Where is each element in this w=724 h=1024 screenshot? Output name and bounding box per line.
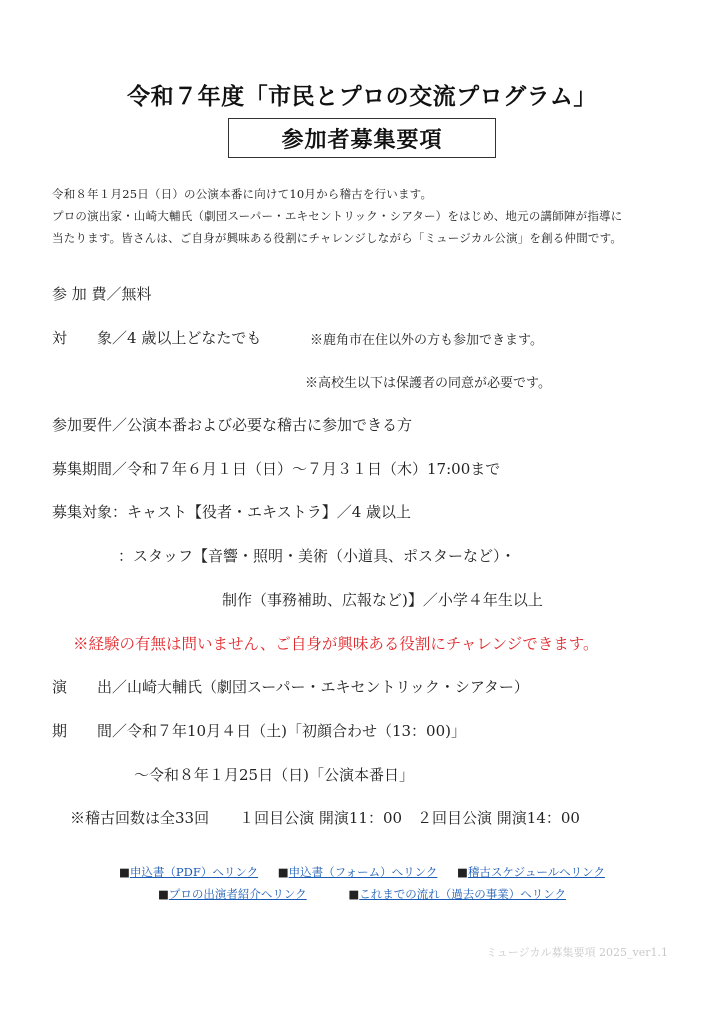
- recruit-staff: ：スタッフ【音響・照明・美術（小道具、ポスターなど）・: [118, 547, 516, 565]
- period-label: 募集期間／: [52, 460, 128, 478]
- target-row: [52, 327, 261, 348]
- link-item: [119, 865, 258, 879]
- recruit-staff-cont: 制作（事務補助、広報など)】／小学４年生以上: [222, 591, 543, 609]
- recruit-label: 募集対象：: [52, 503, 128, 521]
- square-bullet-icon: ■: [277, 865, 289, 879]
- intro-line: 当たります。皆さんは、ご自身が興味ある役割にチャレンジしながら「ミュージカル公演」を創る仲間です。: [52, 231, 623, 245]
- recruit-row: [52, 501, 411, 522]
- term-value: 令和７年10月４日（土)「初顔合わせ（13：00)」: [127, 722, 466, 740]
- rehearsal-info: ※稽古回数は全33回 １回目公演 開演11：00 ２回目公演 開演14：00: [70, 809, 580, 827]
- intro-line: 令和８年１月25日（日）の公演本番に向けて10月から稽古を行います。: [52, 187, 433, 201]
- application-pdf-link[interactable]: 申込書（PDF）へリンク: [129, 865, 259, 879]
- experience-notice: ※経験の有無は問いません、ご自身が興味ある役割にチャレンジできます。: [73, 635, 599, 653]
- document-subtitle: 参加者募集要項: [228, 118, 496, 158]
- fee-row: [52, 283, 152, 304]
- link-item: [278, 865, 438, 879]
- recruit-cast: キャスト【役者・エキストラ】／4 歳以上: [127, 503, 412, 521]
- term-row: [52, 720, 466, 741]
- link-item: [158, 887, 307, 901]
- application-form-link[interactable]: 申込書（フォーム）へリンク: [288, 865, 438, 879]
- link-item: [457, 865, 605, 879]
- document-title: 令和７年度「市民とプロの交流プログラム」: [127, 83, 597, 110]
- intro-paragraph: [52, 183, 622, 249]
- fee-value: 無料: [121, 285, 152, 303]
- requirement-row: [52, 414, 412, 435]
- target-note-residence: ※鹿角市在住以外の方も参加できます。: [310, 333, 543, 348]
- term-end: ～令和８年１月25日（日)「公演本番日」: [134, 766, 414, 784]
- period-row: [52, 458, 500, 479]
- period-value: 令和７年６月１日（日）～７月３１日（木）17:00まで: [127, 460, 501, 478]
- links-row-1: [0, 864, 724, 880]
- requirement-label: 参加要件／: [52, 416, 128, 434]
- target-value: 4 歳以上どなたでも: [127, 329, 262, 347]
- target-note-guardian: ※高校生以下は保護者の同意が必要です。: [305, 376, 551, 391]
- director-row: [52, 676, 529, 697]
- square-bullet-icon: ■: [457, 865, 468, 879]
- links-row-2: [0, 886, 724, 902]
- past-events-link[interactable]: これまでの流れ（過去の事業）へリンク: [359, 887, 566, 901]
- director-label: 演 出／: [52, 678, 128, 696]
- director-value: 山崎大輔氏（劇団スーパー・エキセントリック・シアター）: [127, 678, 529, 696]
- square-bullet-icon: ■: [158, 887, 169, 901]
- fee-label: 参 加 費／: [52, 285, 122, 303]
- square-bullet-icon: ■: [348, 887, 360, 901]
- rehearsal-schedule-link[interactable]: 稽古スケジュールへリンク: [467, 865, 605, 879]
- intro-line: プロの演出家・山崎大輔氏（劇団スーパー・エキセントリック・シアター）をはじめ、地元の講師陣が指導に: [52, 209, 623, 223]
- square-bullet-icon: ■: [119, 865, 130, 879]
- term-label: 期 間／: [52, 722, 128, 740]
- link-item: [348, 887, 566, 901]
- target-label: 対 象／: [52, 329, 128, 347]
- requirement-value: 公演本番および必要な稽古に参加できる方: [127, 416, 413, 434]
- version-footer: ミュージカル募集要項 2025_ver1.1: [485, 946, 668, 959]
- performers-link[interactable]: プロの出演者紹介へリンク: [168, 887, 307, 901]
